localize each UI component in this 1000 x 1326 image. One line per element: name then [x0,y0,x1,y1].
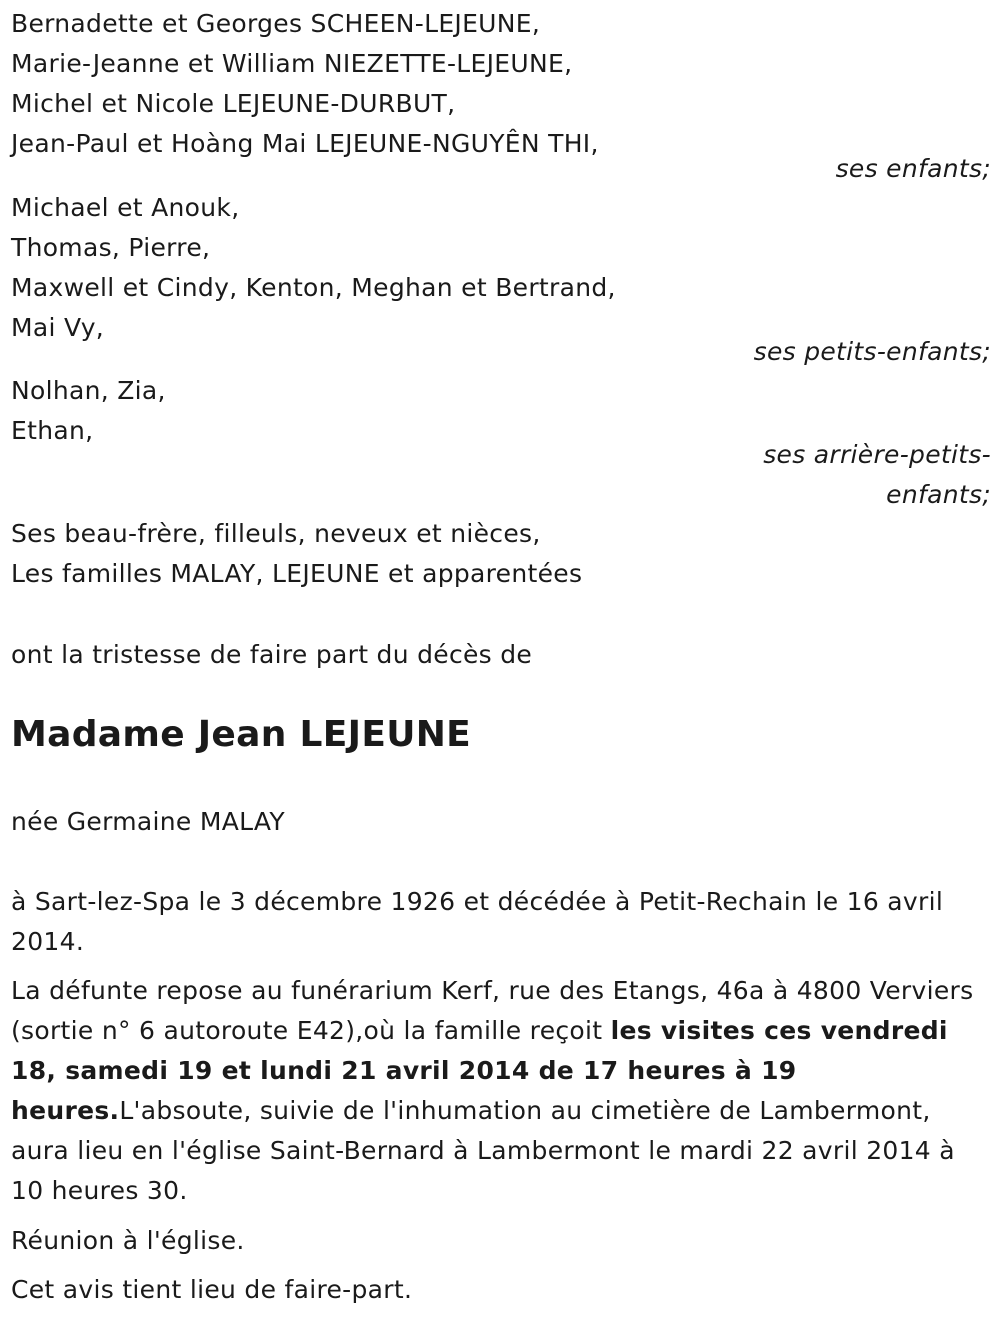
children-label: ses enfants; [835,154,991,183]
great-grandchildren-label-line2: enfants; [886,480,991,509]
list-item: Thomas, Pierre, [11,233,211,262]
great-grandchildren-label-line1: ses arrière-petits- [763,440,991,469]
list-item: Mai Vy, [11,313,105,342]
visitation-text: La défunte repose au funérarium Kerf, rue des Etangs, 46a à 4800 Verviers (sortie n° 6 autoroute E42),où la famille reçoit [11,976,974,1045]
list-item: Ethan, [11,416,94,445]
list-item: Michael et Anouk, [11,193,240,222]
list-item: Marie-Jeanne et William NIEZETTE-LEJEUNE, [11,49,573,78]
meeting-text: Réunion à l'église. [11,1226,245,1255]
grandchildren-list [11,188,991,348]
list-item: Maxwell et Cindy, Kenton, Meghan et Bertrand, [11,273,616,302]
others-list [11,514,991,594]
list-item: Bernadette et Georges SCHEEN-LEJEUNE, [11,9,541,38]
notice-text: Cet avis tient lieu de faire-part. [11,1275,413,1304]
list-item: Les familles MALAY, LEJEUNE et apparentées [11,559,583,588]
list-item: Nolhan, Zia, [11,376,166,405]
deceased-name: Madame Jean LEJEUNE [11,714,472,755]
announcement-text: ont la tristesse de faire part du décès de [11,640,533,669]
children-list [11,4,991,164]
birth-death-text: à Sart-lez-Spa le 3 décembre 1926 et décédée à Petit-Rechain le 16 avril 2014. [11,887,944,956]
list-item: Jean-Paul et Hoàng Mai LEJEUNE-NGUYÊN THI, [11,129,599,158]
visitation-hours: les visites ces vendredi 18, samedi 19 et lundi 21 avril 2014 de 17 heures à 19 heures. [11,1016,948,1125]
grandchildren-label: ses petits-enfants; [753,337,991,366]
list-item: Michel et Nicole LEJEUNE-DURBUT, [11,89,456,118]
maiden-name: née Germaine MALAY [11,807,285,836]
list-item: Ses beau-frère, filleuls, neveux et nièces, [11,519,541,548]
funeral-text: L'absoute, suivie de l'inhumation au cimetière de Lambermont, aura lieu en l'église Saint-Bernard à Lambermont le mardi 22 avril 2014 à 10 heures 30. [11,1096,955,1205]
visitation-paragraph [11,971,986,1211]
